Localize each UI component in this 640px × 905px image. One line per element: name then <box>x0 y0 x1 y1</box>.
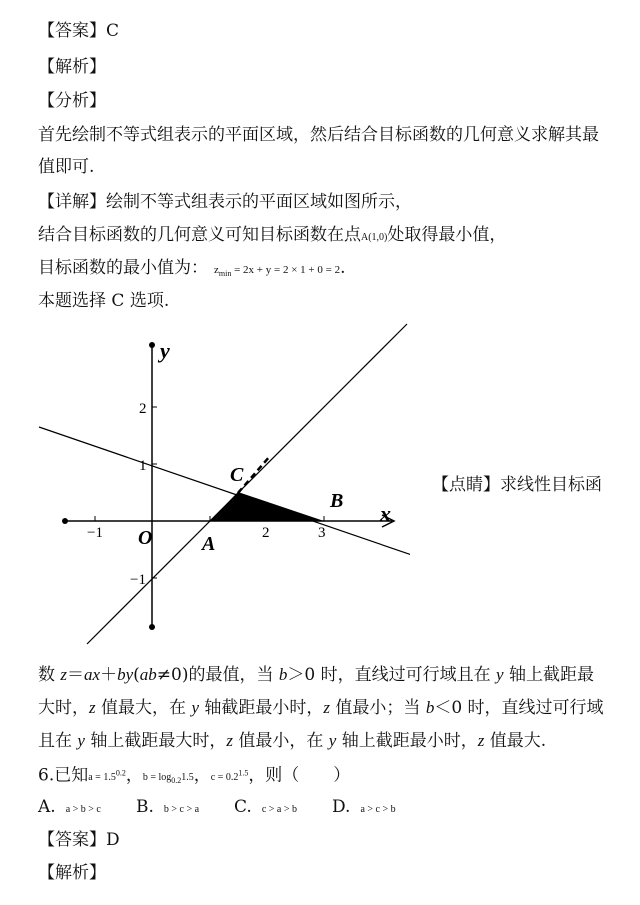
analysis-line-2: 值即可. <box>38 157 95 177</box>
tick-label-x3: 3 <box>318 525 326 541</box>
dj1-p3: ＋ <box>100 665 118 685</box>
x-axis-left-dot <box>62 518 68 524</box>
dianjing-line-1 <box>38 664 594 686</box>
tick-label-x2: 2 <box>262 525 270 541</box>
dj3-p2: 轴上截距最大时， <box>84 731 227 751</box>
dj1-a: ax <box>84 665 101 684</box>
dj3-p1: 且在 <box>38 731 78 751</box>
dj3-z1: z <box>226 731 233 750</box>
dj3-p5: 值最大. <box>484 731 547 751</box>
dj2-y: y <box>191 698 199 717</box>
option-b-text: b > c > a <box>163 804 200 815</box>
q6-b-log: b = log <box>142 772 172 784</box>
option-a <box>38 796 136 821</box>
origin-label: O <box>138 527 153 549</box>
tick-label-y2: 2 <box>139 401 147 417</box>
dj3-y1: y <box>77 731 85 750</box>
q6-sep1: ， <box>125 765 143 786</box>
option-a-text: a > b > c <box>65 804 101 815</box>
dj2-p3: 轴截距最小时， <box>198 698 324 718</box>
choose-line: 本题选择 C 选项. <box>38 291 170 311</box>
option-a-letter: A. <box>38 797 56 817</box>
y-axis-bottom-dot <box>149 624 155 630</box>
point-label-b: B <box>330 490 344 512</box>
coordinate-figure <box>30 318 410 648</box>
tick-label-xneg1: −1 <box>87 525 103 541</box>
dj1-p2: ＝ <box>67 665 85 685</box>
dj1-p7: 轴上截距最 <box>503 665 594 685</box>
detail-line-3-pre: 目标函数的最小值为： <box>38 258 208 278</box>
q6-c-base: c = 0.2 <box>210 772 239 784</box>
dj1-p6: ＞0 时，直线过可行域且在 <box>287 665 496 685</box>
tick-label-yneg1: −1 <box>130 572 146 588</box>
q6-sep2: ， <box>193 765 211 786</box>
section-jiexi: 【解析】 <box>38 57 106 77</box>
q6-post: ，则（ ） <box>248 765 351 786</box>
option-c <box>234 796 332 821</box>
dj2-z1: z <box>89 698 96 717</box>
dj2-p5: ＜0 时，直线过可行域 <box>434 698 604 718</box>
axis-label-y: y <box>160 338 170 363</box>
q6-c-exp: 1.5 <box>238 769 249 778</box>
option-d <box>332 796 430 821</box>
dj2-b: b <box>425 698 435 717</box>
zmin-z: z <box>214 264 219 276</box>
answer-line-2: 【答案】D <box>38 830 120 850</box>
point-label-a: A <box>202 533 216 555</box>
q6-pre: 6.已知 <box>38 765 89 786</box>
tick-label-y1: 1 <box>139 458 147 474</box>
q6-a-exp: 0.2 <box>115 769 126 778</box>
dj1-bgt: b <box>278 665 288 684</box>
answer-line: 【答案】C <box>38 21 120 41</box>
line-x-plus-2y-eq-3 <box>39 427 410 563</box>
option-b <box>136 796 234 821</box>
analysis-line-1: 首先绘制不等式组表示的平面区域，然后结合目标函数的几何意义求解其最 <box>38 125 599 145</box>
dj2-z2: z <box>323 698 331 717</box>
q6-b-sub: 0.2 <box>171 776 182 786</box>
detail-line-2 <box>38 224 506 249</box>
point-a-label: A(1,0) <box>361 232 388 243</box>
dj1-p4: ( <box>133 665 140 685</box>
option-d-text: a > c > b <box>360 804 396 815</box>
detail-line-1: 【详解】绘制不等式组表示的平面区域如图所示， <box>38 192 412 212</box>
q6-c-def <box>210 769 249 784</box>
point-label-c: C <box>230 464 244 486</box>
dianjing-heading: 【点睛】求线性目标函 <box>432 475 602 495</box>
dj3-z2: z <box>477 731 485 750</box>
axis-label-x: x <box>380 501 391 526</box>
dj1-b: by <box>117 665 134 684</box>
dj3-p4: 轴上截距最小时， <box>336 731 478 751</box>
dj2-p4: 值最小；当 <box>330 698 426 718</box>
detail-line-3 <box>38 257 345 285</box>
dianjing-line-3 <box>38 730 546 752</box>
option-c-text: c > a > b <box>261 804 297 815</box>
zmin-equation <box>214 264 341 279</box>
detail-line-2-pre: 结合目标函数的几何意义可知目标函数在点 <box>38 225 361 245</box>
zmin-rest: = 2x + y = 2 × 1 + 0 = 2 <box>231 264 341 276</box>
dj3-p3: 值最小，在 <box>232 731 329 751</box>
y-axis-top-dot <box>149 342 155 348</box>
q6-a-def <box>88 769 126 784</box>
dj2-p1: 大时， <box>38 698 89 718</box>
option-b-letter: B. <box>136 797 154 817</box>
option-c-letter: C. <box>234 797 252 817</box>
question-6 <box>38 763 350 792</box>
dj1-y: y <box>496 665 504 684</box>
dj1-p1: 数 <box>38 665 61 685</box>
dj1-ab: ab <box>139 665 157 684</box>
detail-line-2-post: 处取得最小值， <box>387 225 507 245</box>
section-fenxi: 【分析】 <box>38 91 106 111</box>
q6-b-arg: 1.5 <box>181 772 194 784</box>
dj2-p2: 值最大，在 <box>95 698 192 718</box>
q6-a-base: a = 1.5 <box>88 772 116 784</box>
dianjing-line-2 <box>38 697 604 719</box>
options-row <box>38 796 430 821</box>
section-jiexi-2: 【解析】 <box>38 863 106 883</box>
zmin-sub: min <box>218 269 232 279</box>
dj1-p5: ≠0)的最值，当 <box>156 665 279 685</box>
detail-line-3-post: . <box>340 258 346 278</box>
dj1-z: z <box>60 665 68 684</box>
dj3-y2: y <box>328 731 337 750</box>
q6-b-def <box>142 772 194 786</box>
option-d-letter: D. <box>332 797 351 817</box>
feasible-region <box>210 492 324 521</box>
